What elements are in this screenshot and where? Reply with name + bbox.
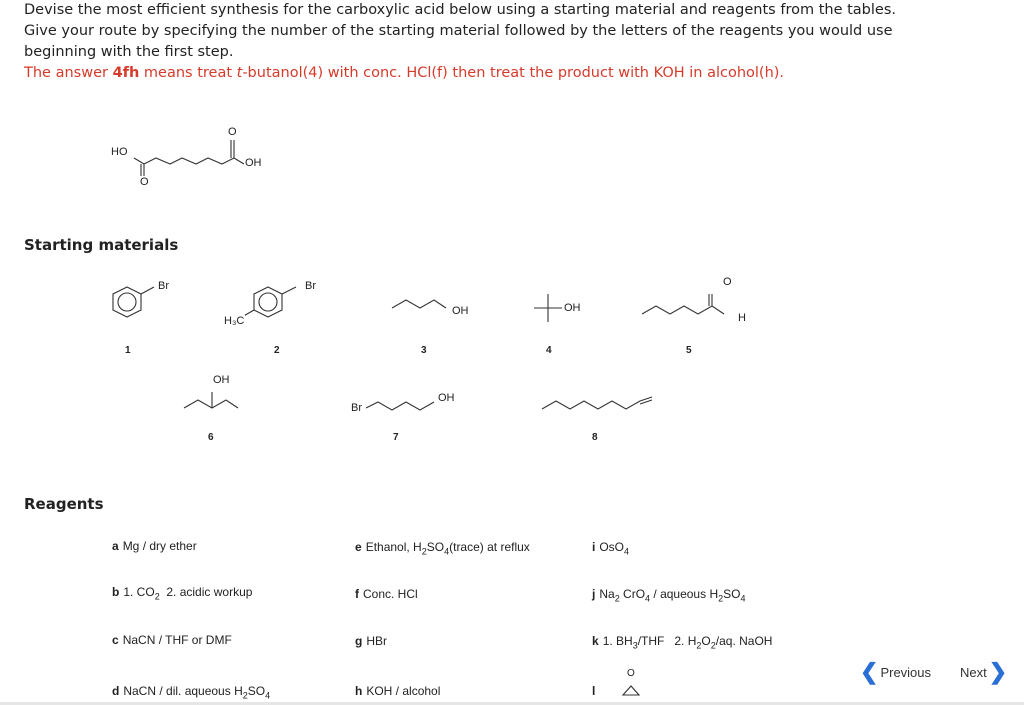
next-label: Next [960,664,987,680]
reagent-c-letter: c [112,633,119,647]
reagent-g-letter: g [355,634,363,648]
target-oxygen-label: O [140,176,149,188]
reagent-j-text: Na [599,587,615,601]
answer-rest: -butanol(4) with conc. HCl(f) then treat the product with KOH in alcohol(h). [242,65,785,81]
sm5-structure [640,284,750,324]
reagent-e-letter: e [355,540,362,554]
reagent-b [112,585,252,601]
reagent-j-sub-4: 4 [740,593,746,604]
reagent-i-sub: 4 [624,546,630,557]
answer-italic: t [236,65,243,81]
reagent-k-letter: k [592,634,599,648]
reagent-i-text: OsO [599,540,625,554]
reagent-b-text: 1. CO [123,585,155,599]
sm5-h-label: H [738,312,746,324]
reagent-a-letter: a [112,539,119,553]
reagent-e-text-2: SO [426,540,445,554]
reagent-l-oxygen-label: O [627,668,635,679]
question-line-3: beginning with the first step. [24,44,234,60]
sm5-oxygen-label: O [723,276,732,288]
reagent-f [355,587,418,601]
reagent-c [112,633,232,647]
reagent-j-letter: j [592,587,596,601]
reagent-l-letter: l [592,684,596,698]
reagent-b-sub: 2 [154,591,160,602]
reagent-j-sub: 2 [614,593,620,604]
sm8-structure [540,393,660,423]
sm6-oh-label: OH [213,374,230,386]
sm3-oh-label: OH [452,305,469,317]
reagent-k-text-4: /aq. NaOH [715,634,773,648]
reagent-i [592,540,629,556]
reagent-k [592,634,772,650]
sm1-number: 1 [125,345,131,356]
reagent-h-letter: h [355,684,363,698]
sm3-number: 3 [421,345,427,356]
answer-prefix: The answer [24,65,113,81]
reagent-f-letter: f [355,587,359,601]
sm7-oh-label: OH [438,392,455,404]
sm4-oh-label: OH [564,302,581,314]
reagent-j-text-3: / aqueous H [650,587,719,601]
reagent-j-text-2: CrO [619,587,646,601]
reagent-e [355,540,530,556]
target-ho-label: HO [111,146,128,158]
target-oh-label: OH [245,157,262,169]
answer-example [24,63,784,84]
reagent-e-sub: 2 [421,546,427,557]
reagent-d-letter: d [112,684,120,698]
previous-button[interactable] [860,659,932,684]
chevron-left-icon: ❮ [860,659,879,684]
question-line-2: Give your route by specifying the number of the starting material followed by the letters of the reagents you would use [24,23,893,39]
reagent-j-text-4: SO [723,587,741,601]
sm6-structure [182,384,242,414]
reagent-b-text-2: 2. acidic workup [159,585,253,599]
sm7-br-label: Br [351,402,362,414]
reagent-h [355,684,440,698]
reagent-e-sub-2: 4 [444,546,450,557]
answer-code: 4fh [112,65,140,81]
reagents-heading: Reagents [24,495,104,513]
sm1-br-label: Br [158,280,169,292]
question-line-1: Devise the most efficient synthesis for the carboxylic acid below using a starting material and reagents from the tables. [24,2,896,18]
next-button[interactable] [960,659,1008,684]
reagent-b-letter: b [112,585,120,599]
reagent-j [592,587,745,603]
sm4-number: 4 [546,345,552,356]
reagent-k-sub-3: 2 [710,640,716,651]
reagent-f-text: Conc. HCl [363,587,418,601]
sm2-number: 2 [274,345,280,356]
reagent-e-text-3: (trace) at reflux [449,540,530,554]
sm8-number: 8 [592,432,598,443]
starting-materials-heading: Starting materials [24,236,179,254]
sm5-number: 5 [686,345,692,356]
reagent-d [112,684,270,700]
reagent-h-text: KOH / alcohol [366,684,441,698]
reagent-k-sub: 3 [632,640,638,651]
reagent-c-text: NaCN / THF or DMF [122,633,232,647]
sm6-number: 6 [208,432,214,443]
reagent-d-sub-2: 4 [265,690,271,701]
answer-mid: means treat [139,65,237,81]
reagent-l [592,684,599,698]
sm2-methyl-label: H₃C [224,315,245,327]
reagent-g-text: HBr [366,634,388,648]
reagent-k-text-3: O [701,634,711,648]
reagent-e-text: Ethanol, H [365,540,422,554]
reagent-k-sub-2: 2 [696,640,702,651]
sm7-number: 7 [393,432,399,443]
reagent-j-sub-2: 4 [645,593,651,604]
reagent-k-text: 1. BH [602,634,633,648]
reagent-a [112,539,197,553]
reagent-d-text: NaCN / dil. aqueous H [123,684,243,698]
reagent-g [355,634,387,648]
target-oxygen-label-2: O [228,126,237,138]
reagent-i-letter: i [592,540,596,554]
reagent-d-text-2: SO [247,684,266,698]
reagent-k-text-2: /THF 2. H [637,634,697,648]
sm3-structure [390,296,460,316]
sm2-br-label: Br [305,280,316,292]
previous-label: Previous [880,664,932,680]
chevron-right-icon: ❯ [988,659,1008,684]
reagent-a-text: Mg / dry ether [122,539,197,553]
reagent-j-sub-3: 2 [718,593,724,604]
reagent-d-sub: 2 [242,690,248,701]
